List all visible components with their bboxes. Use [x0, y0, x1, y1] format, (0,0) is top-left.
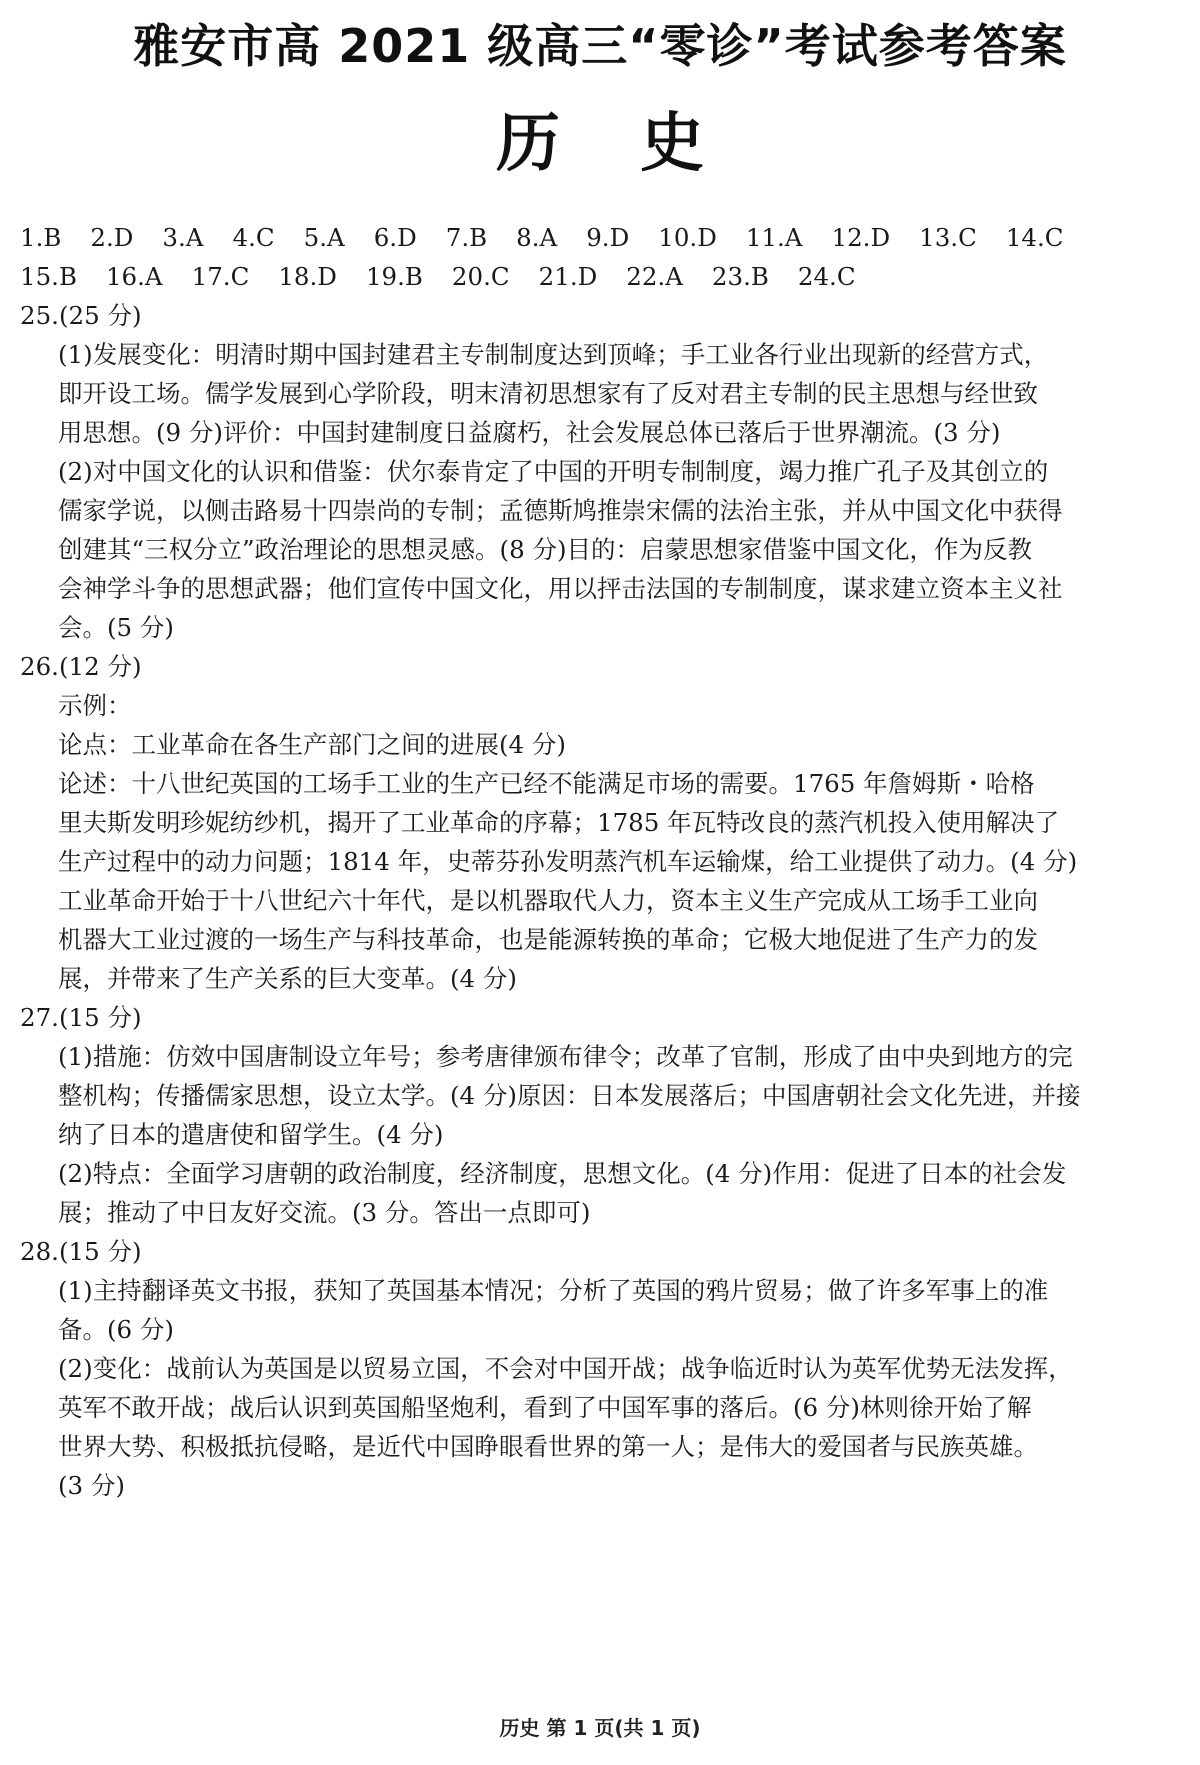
mc-answer: 24.C [797, 262, 856, 291]
document-title: 雅安市高 2021 级高三“零诊”考试参考答案 [133, 19, 1067, 73]
answer-line: (2)变化：战前认为英国是以贸易立国，不会对中国开战；战争临近时认为英军优势无法发挥， [58, 1354, 1073, 1383]
answer-line: 纳了日本的遣唐使和留学生。(4 分) [58, 1120, 444, 1149]
question-28 [20, 1232, 1160, 1505]
mc-answer: 3.A [162, 223, 204, 252]
answer-line: 用思想。(9 分)评价：中国封建制度日益腐朽，社会发展总体已落后于世界潮流。(3 分) [58, 418, 1001, 447]
answer-line: (2)对中国文化的认识和借鉴：伏尔泰肯定了中国的开明专制制度，竭力推广孔子及其创立的 [58, 457, 1049, 486]
mc-answer: 14.C [1005, 223, 1064, 252]
answer-line: 即开设工场。儒学发展到心学阶段，明末清初思想家有了反对君主专制的民主思想与经世致 [58, 379, 1038, 408]
answer-line: (3 分) [58, 1471, 125, 1500]
mc-answer: 4.C [232, 223, 275, 252]
mc-answer: 1.B [20, 223, 62, 252]
question-heading: 27.(15 分) [20, 1003, 142, 1032]
mc-answer: 11.A [745, 223, 803, 252]
answer-line: 备。(6 分) [58, 1315, 174, 1344]
subject-heading: 历史 [496, 107, 784, 181]
mc-answer: 20.C [451, 262, 510, 291]
page-footer: 历史 第 1 页(共 1 页) [499, 1716, 701, 1740]
mc-answer: 6.D [373, 223, 417, 252]
mc-answer: 5.A [303, 223, 345, 252]
mc-answer: 19.B [365, 262, 423, 291]
answer-line: 英军不敢开战；战后认识到英国船坚炮利，看到了中国军事的落后。(6 分)林则徐开始了解 [58, 1393, 1032, 1422]
mc-answer: 21.D [538, 262, 598, 291]
answer-line: (2)特点：全面学习唐朝的政治制度，经济制度，思想文化。(4 分)作用：促进了日本的社会发 [58, 1159, 1067, 1188]
answer-line: 工业革命开始于十八世纪六十年代，是以机器取代人力，资本主义生产完成从工场手工业向 [58, 886, 1038, 915]
mc-answer: 13.C [919, 223, 977, 252]
mc-answer: 18.D [278, 262, 337, 291]
mc-answer: 12.D [831, 223, 891, 252]
answer-line: 儒家学说，以侧击路易十四崇尚的专制；孟德斯鸠推崇宋儒的法治主张，并从中国文化中获得 [58, 496, 1063, 525]
mc-answer: 22.A [626, 262, 683, 291]
answer-line: 论述：十八世纪英国的工场手工业的生产已经不能满足市场的需要。1765 年詹姆斯・哈格 [58, 769, 1035, 798]
answer-line: 里夫斯发明珍妮纺纱机，揭开了工业革命的序幕；1785 年瓦特改良的蒸汽机投入使用解决了 [58, 808, 1060, 837]
answer-line: 论点：工业革命在各生产部门之间的进展(4 分) [58, 730, 566, 759]
answer-line: 会。(5 分) [58, 613, 174, 642]
answer-line: 创建其“三权分立”政治理论的思想灵感。(8 分)目的：启蒙思想家借鉴中国文化，作为反教 [58, 535, 1033, 564]
answer-line: (1)发展变化：明清时期中国封建君主专制制度达到顶峰；手工业各行业出现新的经营方式， [58, 340, 1049, 369]
mc-answer: 17.C [191, 262, 250, 291]
mc-answer: 7.B [445, 223, 488, 252]
question-27 [20, 998, 1160, 1232]
mc-answer: 15.B [20, 262, 77, 291]
answer-line: 展，并带来了生产关系的巨大变革。(4 分) [58, 964, 517, 993]
answer-line: 生产过程中的动力问题；1814 年，史蒂芬孙发明蒸汽机车运输煤，给工业提供了动力。(4 分) [58, 847, 1078, 876]
answer-line: 示例： [58, 691, 132, 720]
answer-line: 世界大势、积极抵抗侵略，是近代中国睁眼看世界的第一人；是伟大的爱国者与民族英雄。 [58, 1432, 1038, 1461]
mc-answer: 2.D [90, 223, 134, 252]
mc-answer: 8.A [516, 223, 558, 252]
mc-answer: 10.D [658, 223, 717, 252]
answer-line: 整机构；传播儒家思想，设立太学。(4 分)原因：日本发展落后；中国唐朝社会文化先进，并接 [58, 1081, 1081, 1110]
answer-content [20, 218, 1160, 1505]
answer-line: 会神学斗争的思想武器；他们宣传中国文化，用以抨击法国的专制制度，谋求建立资本主义社 [58, 574, 1063, 603]
answer-line: 机器大工业过渡的一场生产与科技革命，也是能源转换的革命；它极大地促进了生产力的发 [58, 925, 1038, 954]
question-heading: 26.(12 分) [20, 652, 142, 681]
answer-line: (1)主持翻译英文书报，获知了英国基本情况；分析了英国的鸦片贸易；做了许多军事上的准 [58, 1276, 1049, 1305]
multiple-choice-row-1 [20, 218, 1160, 257]
answer-line: (1)措施：仿效中国唐制设立年号；参考唐律颁布律令；改革了官制，形成了由中央到地方的完 [58, 1042, 1073, 1071]
mc-answer: 23.B [711, 262, 769, 291]
answer-line: 展；推动了中日友好交流。(3 分。答出一点即可) [58, 1198, 591, 1227]
mc-answer: 16.A [105, 262, 163, 291]
question-heading: 28.(15 分) [20, 1237, 142, 1266]
question-26 [20, 647, 1160, 998]
question-25 [20, 296, 1160, 647]
question-heading: 25.(25 分) [20, 301, 142, 330]
mc-answer: 9.D [586, 223, 630, 252]
multiple-choice-row-2 [20, 257, 1160, 296]
